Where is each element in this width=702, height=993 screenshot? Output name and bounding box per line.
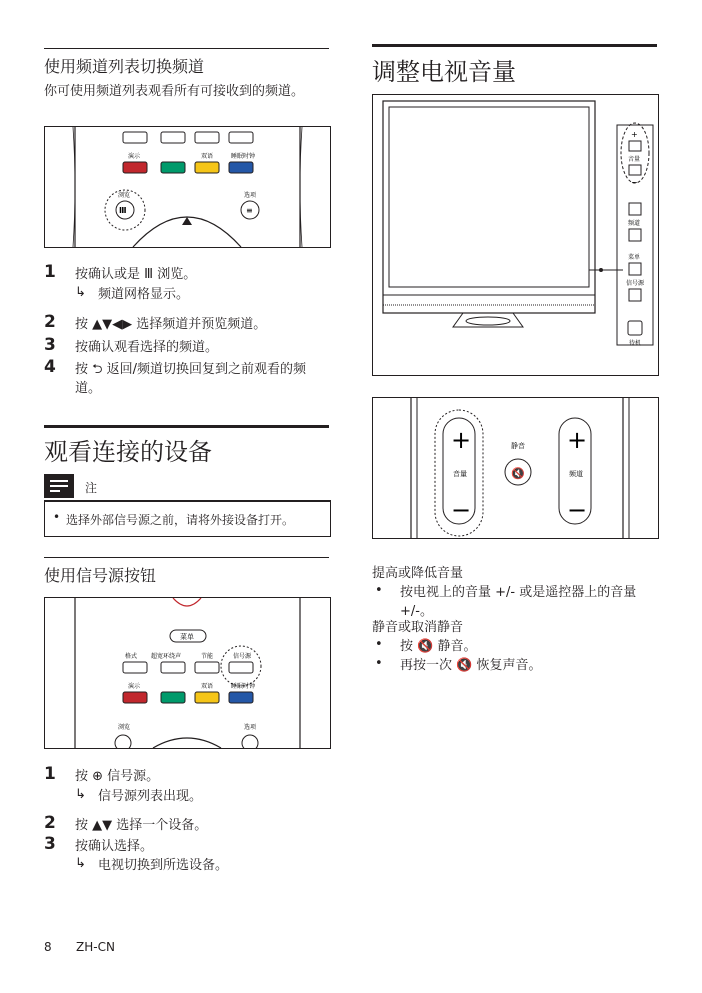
language-code: ZH-CN	[76, 940, 115, 954]
svg-text:−: −	[451, 496, 472, 524]
section-rule	[44, 48, 329, 49]
control-label-mute: 静音	[511, 442, 525, 450]
step-number: 3	[44, 834, 56, 854]
step-text: 按确认选择。	[75, 839, 154, 854]
remote-illustration-browse	[44, 126, 331, 248]
control-label-channel: 频道	[569, 470, 583, 478]
tv-label-menu: 菜单	[628, 254, 641, 261]
section-title-channel-list: 使用频道列表切换频道	[44, 57, 205, 76]
section-rule	[44, 557, 329, 558]
section-rule	[44, 425, 329, 428]
remote-label-browse: 浏览	[118, 724, 131, 731]
remote-label-source: 信号源	[233, 653, 252, 660]
svg-text:+: +	[631, 130, 638, 139]
remote-label-bilingual: 双语	[201, 153, 214, 160]
bullet: •	[375, 583, 383, 598]
remote-label-sleep: 睡眠时钟	[231, 683, 256, 690]
tv-illustration	[372, 94, 659, 376]
tv-label-channel: 频道	[628, 220, 641, 227]
remote-illustration-source	[44, 597, 331, 749]
note-text: 选择外部信号源之前，请将外接设备打开。	[66, 513, 295, 527]
remote-label-sleep: 睡眠时钟	[231, 153, 256, 160]
step-number: 1	[44, 262, 56, 282]
step-result: 信号源列表出现。	[98, 789, 203, 804]
note-label: 注	[85, 481, 98, 495]
step-text: 按确认观看选择的频道。	[75, 340, 219, 355]
svg-text:🔇: 🔇	[511, 467, 525, 480]
step-number: 4	[44, 357, 56, 377]
note-box: • 选择外部信号源之前，请将外接设备打开。	[44, 500, 331, 537]
step-number: 1	[44, 764, 56, 784]
remote-label-browse: 浏览	[118, 192, 131, 199]
result-arrow-icon: ↳	[75, 285, 86, 300]
bullet-text: 按 🔇 静音。	[400, 639, 477, 654]
bullet-text: 再按一次 🔇 恢复声音。	[400, 658, 542, 673]
step-text: 按 ⊕ 信号源。	[75, 769, 160, 784]
step-result: 频道网格显示。	[98, 287, 190, 302]
svg-text:+: +	[567, 426, 588, 454]
section-title-source-button: 使用信号源按钮	[44, 566, 157, 585]
step-number: 3	[44, 335, 56, 355]
step-number: 2	[44, 312, 56, 332]
tv-label-standby: 待机	[629, 340, 642, 347]
svg-text:+: +	[451, 426, 472, 454]
svg-text:≡: ≡	[246, 206, 253, 215]
bullet: •	[375, 637, 383, 652]
svg-text:Ⅲ: Ⅲ	[119, 206, 127, 215]
remote-label-options: 选项	[244, 192, 257, 199]
subheading: 静音或取消静音	[372, 620, 464, 635]
result-arrow-icon: ↳	[75, 856, 86, 871]
step-number: 2	[44, 813, 56, 833]
tv-label-volume: 音量	[628, 156, 641, 163]
page-number: 8	[44, 940, 52, 954]
step-text: 按 ▲▼ 选择一个设备。	[75, 818, 208, 833]
bullet: •	[375, 656, 383, 671]
remote-label-menu: 菜单	[180, 633, 194, 641]
remote-label-eco: 节能	[201, 653, 214, 660]
step-result: 电视切换到所选设备。	[98, 858, 229, 873]
remote-label-surround: 超宽环绕声	[151, 653, 182, 660]
svg-text:−: −	[567, 496, 588, 524]
result-arrow-icon: ↳	[75, 787, 86, 802]
remote-label-demo: 演示	[128, 683, 141, 690]
section-title-connected-devices: 观看连接的设备	[44, 438, 212, 466]
note-icon	[44, 474, 74, 498]
remote-label-format: 格式	[125, 653, 138, 660]
section-intro: 你可使用频道列表观看所有可接收到的频道。	[44, 84, 305, 99]
remote-label-demo: 演示	[128, 153, 141, 160]
remote-label-bilingual: 双语	[201, 683, 214, 690]
step-text: 按确认或是 Ⅲ 浏览。	[75, 267, 197, 282]
section-title-adjust-volume: 调整电视音量	[372, 58, 516, 86]
tv-label-source: 信号源	[626, 280, 645, 287]
step-text: 按 ⮌ 返回/频道切换回复到之前观看的频道。	[75, 362, 307, 396]
step-text: 按 ▲▼◀▶ 选择频道并预览频道。	[75, 317, 267, 332]
remote-label-options: 选项	[244, 724, 257, 731]
subheading: 提高或降低音量	[372, 566, 464, 581]
section-rule	[372, 44, 657, 47]
bullet-text: 按电视上的音量 +/- 或是遥控器上的音量+/-。	[400, 585, 637, 619]
tv-controls-closeup	[372, 397, 659, 539]
control-label-volume: 音量	[453, 470, 467, 478]
svg-text:−: −	[631, 178, 638, 187]
